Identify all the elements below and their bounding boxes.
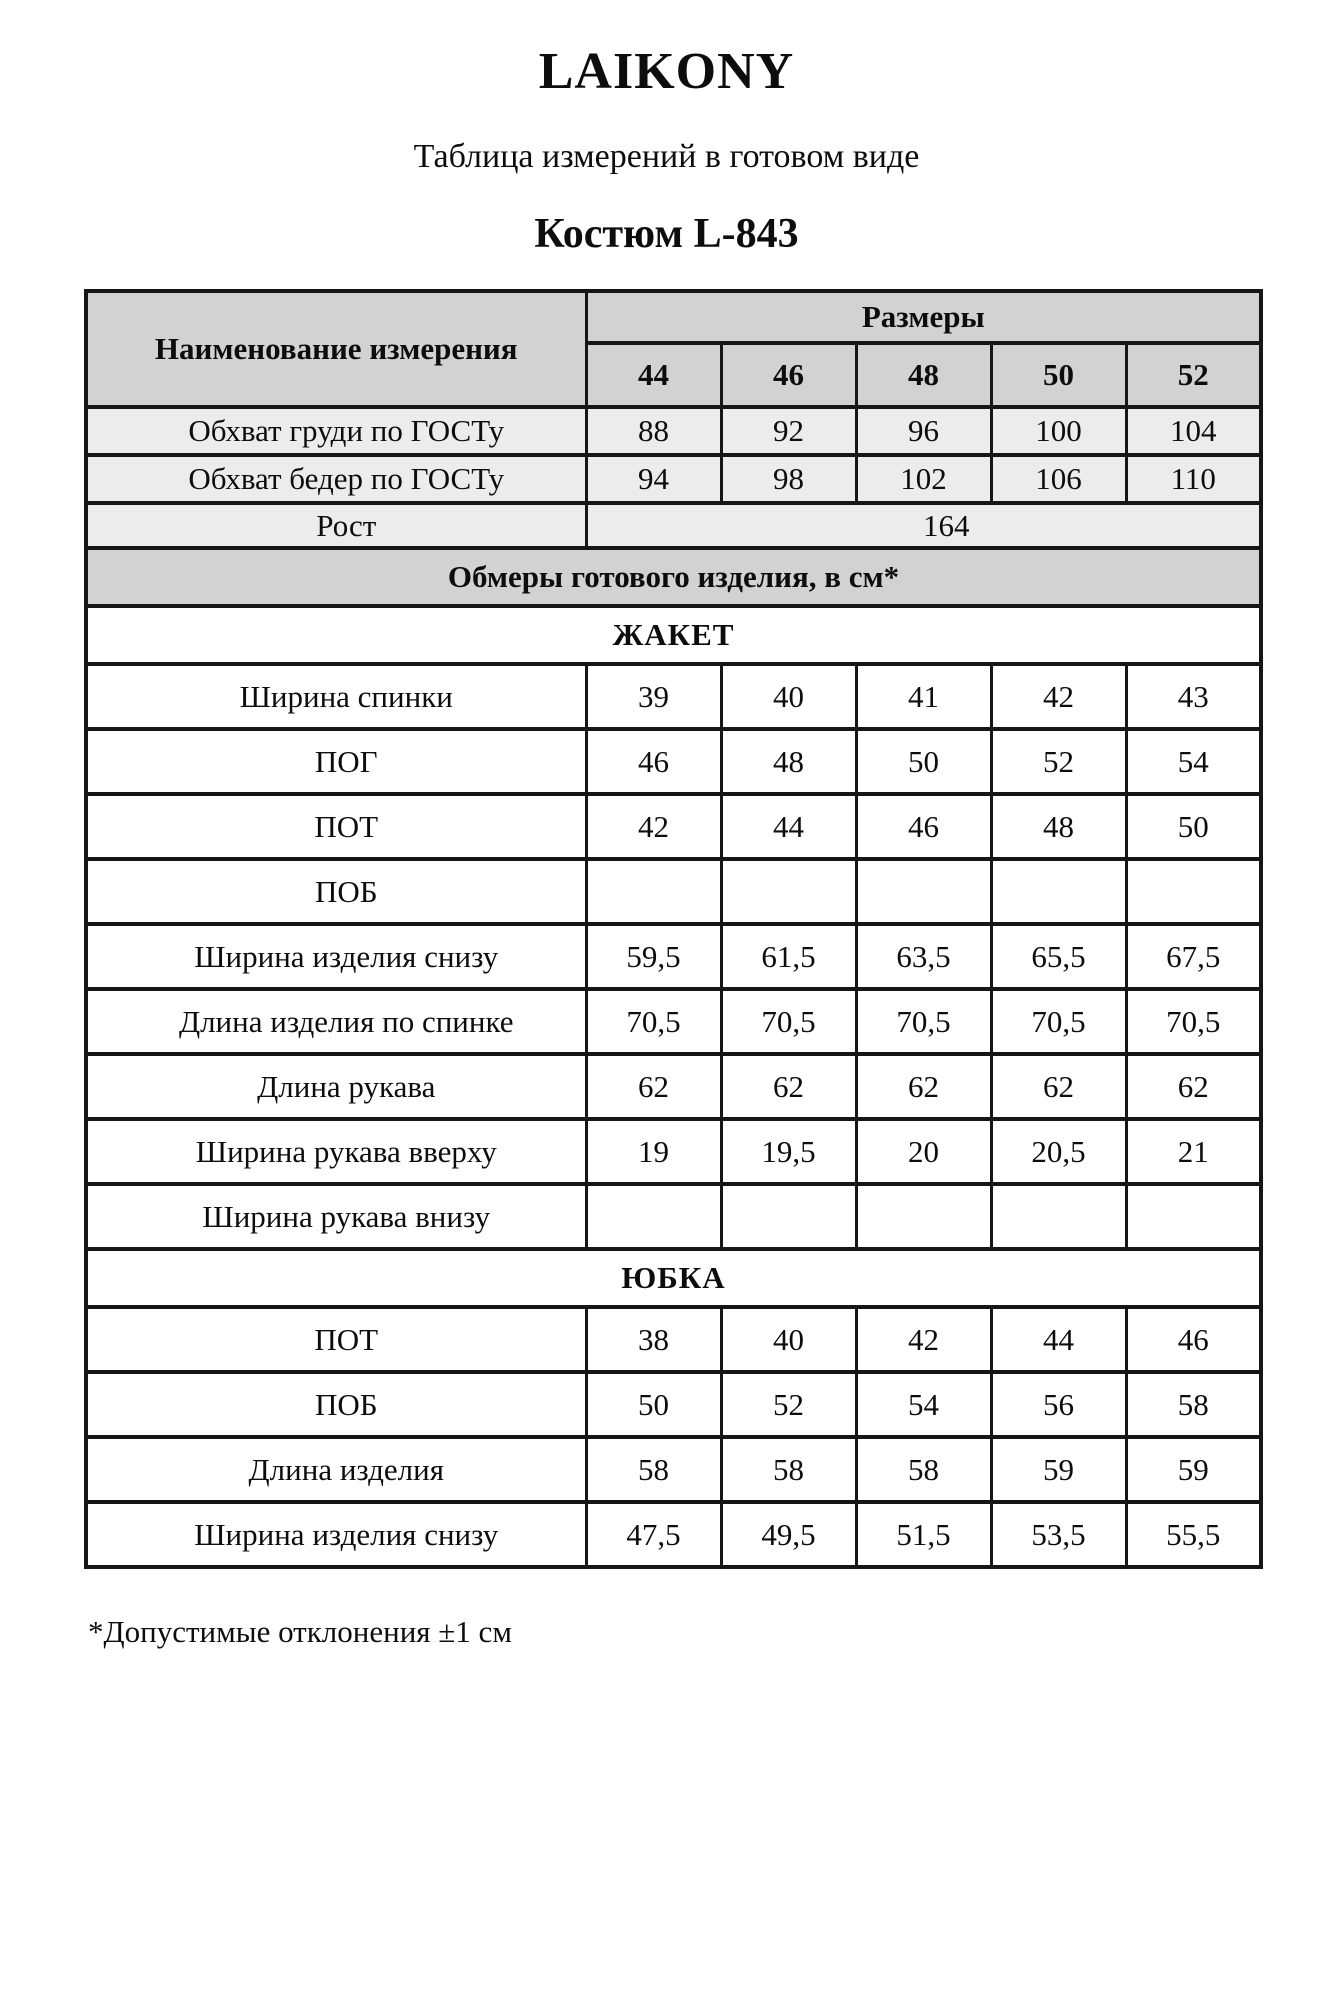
value-cell: 62 [586,1054,721,1119]
value-cell: 63,5 [856,924,991,989]
value-cell [856,1184,991,1249]
table-row [86,664,1261,729]
value-cell: 54 [1126,729,1261,794]
measurement-label-cell: Ширина изделия снизу [86,924,586,989]
measurement-label-cell: ПОГ [86,729,586,794]
measurement-label-cell: Длина рукава [86,1054,586,1119]
value-cell [1126,1184,1261,1249]
table-row [86,924,1261,989]
value-cell: 58 [586,1437,721,1502]
value-cell: 19 [586,1119,721,1184]
value-cell: 41 [856,664,991,729]
table-row [86,794,1261,859]
value-cell: 102 [856,455,991,503]
measurement-label-cell: Рост [86,503,586,548]
measurement-label-cell: Обхват бедер по ГОСТу [86,455,586,503]
value-cell: 56 [991,1372,1126,1437]
value-cell: 52 [991,729,1126,794]
value-cell: 58 [856,1437,991,1502]
table-row [86,989,1261,1054]
value-cell [1126,859,1261,924]
value-cell: 70,5 [586,989,721,1054]
value-cell: 67,5 [1126,924,1261,989]
value-cell: 104 [1126,407,1261,455]
value-cell [721,859,856,924]
value-cell: 44 [721,794,856,859]
value-cell: 52 [721,1372,856,1437]
size-chart-wrapper [84,289,1263,1569]
table-row [86,606,1261,664]
value-cell: 21 [1126,1119,1261,1184]
value-cell: 70,5 [991,989,1126,1054]
value-cell: 96 [856,407,991,455]
table-row [86,1119,1261,1184]
value-cell: 51,5 [856,1502,991,1567]
value-cell [991,859,1126,924]
value-cell: 59 [991,1437,1126,1502]
table-row [86,548,1261,606]
value-cell: 62 [1126,1054,1261,1119]
value-cell: 50 [856,729,991,794]
value-cell: 44 [991,1307,1126,1372]
value-cell: 70,5 [856,989,991,1054]
value-cell: 42 [991,664,1126,729]
brand-title: LAIKONY [538,43,795,100]
finished-measurements-note: Обмеры готового изделия, в см* [86,548,1261,606]
measurement-label-cell: Длина изделия по спинке [86,989,586,1054]
value-cell: 92 [721,407,856,455]
section-header-cell: ЖАКЕТ [86,606,1261,664]
value-cell: 47,5 [586,1502,721,1567]
value-cell: 20 [856,1119,991,1184]
measurement-label-cell: Ширина рукава вверху [86,1119,586,1184]
value-cell: 40 [721,1307,856,1372]
value-cell: 42 [856,1307,991,1372]
value-cell: 50 [1126,794,1261,859]
table-row [86,1184,1261,1249]
size-header-cell: 50 [991,343,1126,407]
value-cell [991,1184,1126,1249]
value-cell [856,859,991,924]
table-row [86,1249,1261,1307]
value-cell: 59 [1126,1437,1261,1502]
table-row [86,455,1261,503]
value-cell: 50 [586,1372,721,1437]
measurement-label-cell: Ширина спинки [86,664,586,729]
table-row [86,407,1261,455]
value-cell: 88 [586,407,721,455]
size-header-cell: 48 [856,343,991,407]
size-header-cell: 44 [586,343,721,407]
sizes-header: Размеры [586,291,1261,343]
size-header-cell: 52 [1126,343,1261,407]
table-row [86,291,1261,343]
value-cell: 40 [721,664,856,729]
value-cell: 48 [721,729,856,794]
value-cell: 70,5 [1126,989,1261,1054]
value-cell: 106 [991,455,1126,503]
size-header-cell: 46 [721,343,856,407]
value-cell: 46 [1126,1307,1261,1372]
value-cell: 49,5 [721,1502,856,1567]
measurement-label-cell: Обхват груди по ГОСТу [86,407,586,455]
measurement-label-cell: Ширина изделия снизу [86,1502,586,1567]
table-row [86,1437,1261,1502]
table-row [86,503,1261,548]
measurement-label-cell: Ширина рукава внизу [86,1184,586,1249]
value-cell: 48 [991,794,1126,859]
measurement-label-cell: ПОТ [86,794,586,859]
value-cell: 19,5 [721,1119,856,1184]
value-cell: 110 [1126,455,1261,503]
value-cell: 62 [856,1054,991,1119]
measurement-name-header: Наименование измерения [86,291,586,407]
measurement-label-cell: ПОБ [86,859,586,924]
height-value-cell: 164 [586,503,1261,548]
table-row [86,729,1261,794]
value-cell: 20,5 [991,1119,1126,1184]
value-cell: 98 [721,455,856,503]
value-cell [721,1184,856,1249]
value-cell: 38 [586,1307,721,1372]
table-row [86,1372,1261,1437]
value-cell: 94 [586,455,721,503]
size-chart-table [84,289,1263,1569]
value-cell: 62 [721,1054,856,1119]
measurement-label-cell: ПОБ [86,1372,586,1437]
value-cell: 43 [1126,664,1261,729]
value-cell: 54 [856,1372,991,1437]
table-row [86,859,1261,924]
value-cell: 55,5 [1126,1502,1261,1567]
value-cell: 70,5 [721,989,856,1054]
value-cell [586,859,721,924]
value-cell: 100 [991,407,1126,455]
value-cell: 65,5 [991,924,1126,989]
value-cell: 61,5 [721,924,856,989]
table-subtitle: Таблица измерений в готовом виде [413,138,920,175]
value-cell: 46 [586,729,721,794]
value-cell: 39 [586,664,721,729]
value-cell: 53,5 [991,1502,1126,1567]
table-row [86,1502,1261,1567]
value-cell: 62 [991,1054,1126,1119]
value-cell: 42 [586,794,721,859]
product-title: Костюм L-843 [534,211,799,257]
value-cell: 58 [1126,1372,1261,1437]
table-row [86,1307,1261,1372]
measurement-label-cell: Длина изделия [86,1437,586,1502]
value-cell [586,1184,721,1249]
section-header-cell: ЮБКА [86,1249,1261,1307]
value-cell: 46 [856,794,991,859]
value-cell: 58 [721,1437,856,1502]
value-cell: 59,5 [586,924,721,989]
tolerance-footnote: *Допустимые отклонения ±1 см [88,1614,512,1649]
measurement-label-cell: ПОТ [86,1307,586,1372]
table-row [86,1054,1261,1119]
